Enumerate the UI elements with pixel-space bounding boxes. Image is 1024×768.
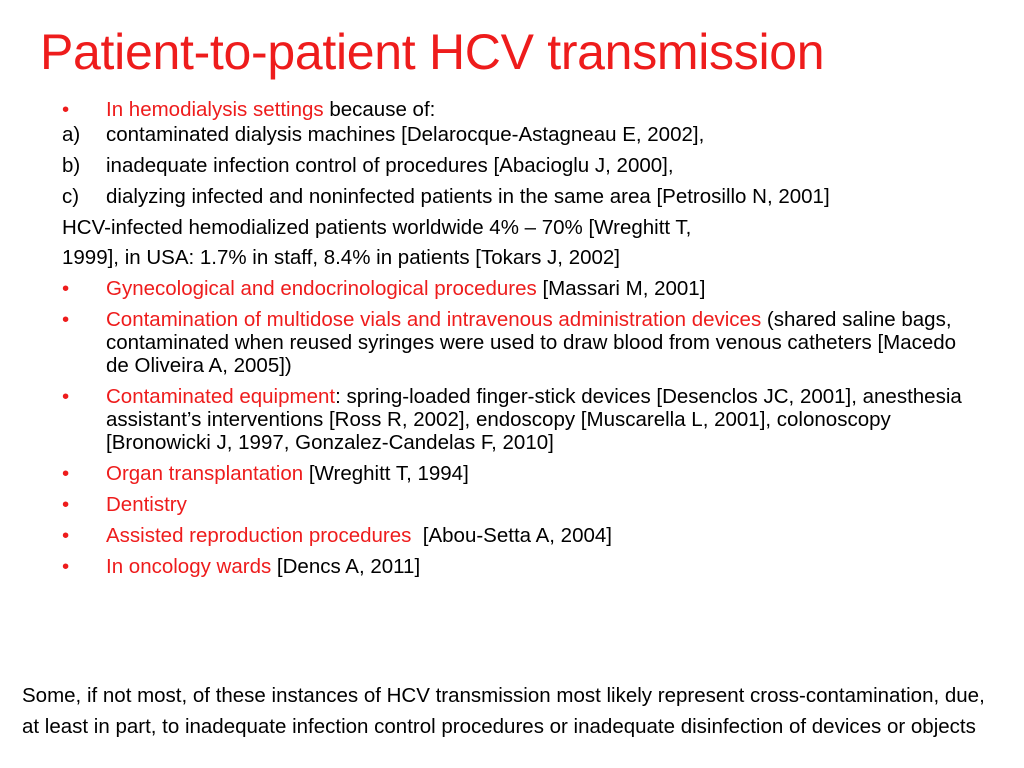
bullet-red-text: Contaminated equipment: [106, 385, 336, 408]
list-marker: a): [62, 123, 81, 146]
bullet-red-text: Gynecological and endocrinological procedures: [106, 277, 537, 300]
list-marker: c): [62, 185, 80, 208]
slide-content: [62, 98, 962, 578]
bullet-marker: •: [62, 524, 70, 547]
bullet-multidose-vials: [62, 308, 962, 377]
bullet-red-text: Organ transplantation: [106, 462, 304, 485]
bullet-red-text: In oncology wards: [106, 555, 272, 578]
summary-paragraph: Some, if not most, of these instances of HCV transmission most likely represent cross-contamination, due, at least in part, to inadequate infection control procedures or inadequate disinfection of devices or objects: [22, 684, 985, 738]
bullet-contaminated-equipment: [62, 385, 962, 454]
list-item-c: [62, 185, 962, 208]
slide-title: Patient-to-patient HCV transmission: [40, 24, 825, 80]
bullet-heading-text: because of:: [323, 98, 436, 121]
bullet-marker: •: [62, 98, 70, 121]
list-item-text: inadequate infection control of procedures [Abacioglu J, 2000],: [106, 154, 674, 177]
stat-line-2: 1999], in USA: 1.7% in staff, 8.4% in patients [Tokars J, 2002]: [62, 246, 620, 269]
list-marker: b): [62, 154, 81, 177]
bullet-text: [Abou-Setta A, 2004]: [411, 524, 612, 547]
bullet-marker: •: [62, 462, 70, 485]
bullet-text: [Dencs A, 2011]: [271, 555, 421, 578]
bullet-red-text: Dentistry: [106, 493, 187, 516]
bullet-marker: •: [62, 308, 70, 331]
bullet-text: [Wreghitt T, 1994]: [303, 462, 469, 485]
list-item-text: contaminated dialysis machines [Delarocque-Astagneau E, 2002],: [106, 123, 705, 146]
bullet-hemodialysis: [62, 98, 962, 121]
bullet-marker: •: [62, 493, 70, 516]
bullet-red-text: Assisted reproduction procedures: [106, 524, 412, 547]
bullet-heading-red: In hemodialysis settings: [106, 98, 324, 121]
stat-line-1: HCV-infected hemodialized patients worldwide 4% – 70% [Wreghitt T,: [62, 216, 692, 239]
list-item-text: dialyzing infected and noninfected patients in the same area [Petrosillo N, 2001]: [106, 185, 830, 208]
bullet-dentistry: [62, 493, 962, 516]
bullet-text: : spring-loaded finger-stick devices [Desenclos JC, 2001], anesthesia assistant’s interventions [Ross R, 2002], endoscopy [Muscarella L, 2001], colonoscopy [Bronowicki J, 1997, Gonzalez-Candelas F, 2010]: [106, 385, 962, 454]
bullet-organ-transplantation: [62, 462, 962, 485]
list-item-a: [62, 123, 962, 146]
bullet-text: [Massari M, 2001]: [536, 277, 706, 300]
bullet-gynecological: [62, 277, 962, 300]
bullet-marker: •: [62, 277, 70, 300]
bullet-marker: •: [62, 555, 70, 578]
bullet-oncology-wards: [62, 555, 962, 578]
list-item-b: [62, 154, 962, 177]
bullet-red-text: Contamination of multidose vials and intravenous administration devices: [106, 308, 762, 331]
bullet-text: (shared saline bags, contaminated when reused syringes were used to draw blood from venous catheters [Macedo de Oliveira A, 2005]): [106, 308, 957, 377]
bullet-assisted-reproduction: [62, 524, 962, 547]
bullet-marker: •: [62, 385, 70, 408]
